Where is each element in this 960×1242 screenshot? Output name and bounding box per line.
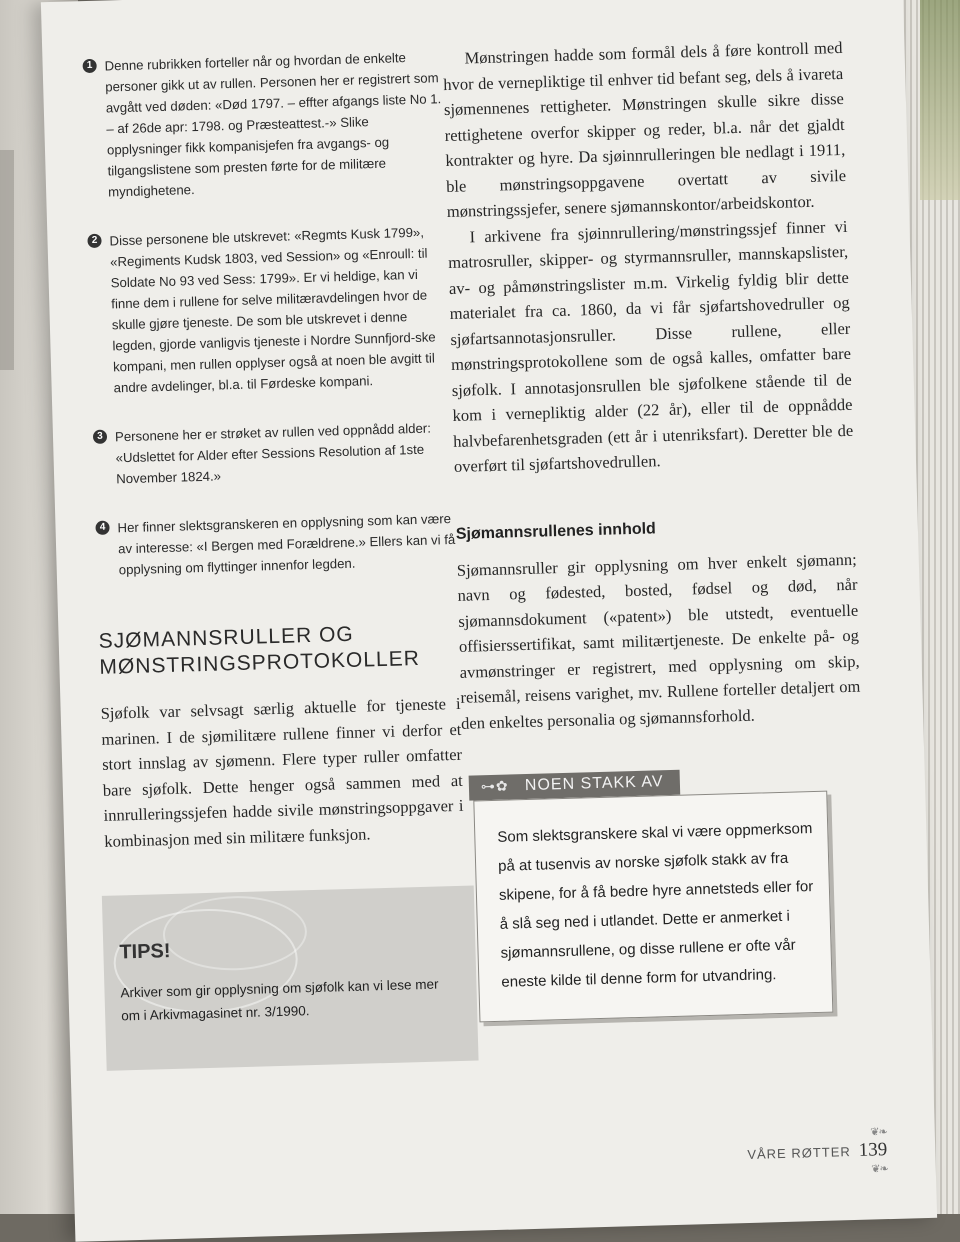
facing-page-print	[0, 150, 14, 370]
section-heading-line2: MØNSTRINGSPROTOKOLLER	[99, 646, 421, 679]
subsection-heading: Sjømannsrullenes innhold	[455, 519, 657, 543]
tips-text: Arkiver som gir opplysning om sjøfolk kan vi lese mer om i Arkivmagasinet nr. 3/1990.	[120, 976, 439, 1024]
section-heading-line1: SJØMANNSRULLER OG	[98, 622, 354, 653]
note-number-3: 3	[93, 430, 107, 444]
note-number-2: 2	[87, 234, 101, 248]
paragraph-innhold: Sjømannsruller gir opplysning om hver enkelt sjømann; navn og fødested, bosted, fødsel og død, når sjømannsdokument («patent») ble utstedt, eventuelle offisierssertifikat, samt militærtjeneste. De enkelte på- og avmønstringer er registrert, med opplysning om skip, reisemål, reisens varighet, mv. Rullene forteller detaljert om den enkeltes personalia og sjømannsforhold.	[456, 549, 861, 733]
sidebar-box	[463, 765, 870, 1023]
right-body	[442, 35, 854, 479]
note-text-2: Disse personene ble utskrevet: «Regmts Kusk 1799», «Regiments Kudsk 1803, ved Session» og «Enroull: til Soldate No 93 ved Sess: 1799». Er vi heldige, kan vi finne dem i rullene for selve militæravdelingen hvor de skulle gjøre tjeneste. De som ble utskrevet i denne legden, gjorde vanligvis tjeneste i Nordre Sunnfjord-ske kompani, men rullen opplyser også at noen ble avgitt til andre avdelinger, bl.a. til Førdeske kompani.	[109, 224, 436, 396]
footnote-3	[93, 417, 455, 490]
note-number-4: 4	[95, 521, 109, 535]
book-page	[41, 0, 937, 1242]
note-text-4: Her finner slektsgranskeren en opplysning som kan være av interesse: «I Bergen med Forældrene.» Ellers kan vi få opplysning om flyttinger innenfor legden.	[117, 511, 456, 578]
left-column	[82, 46, 470, 1071]
note-number-1: 1	[82, 59, 96, 73]
footnote-1	[82, 46, 446, 203]
background-plant	[920, 0, 960, 200]
box-frame	[473, 791, 833, 1023]
section-paragraph: Sjøfolk var selvsagt særlig aktuelle for tjeneste i marinen. I de sjømilitære rullene finner vi derfor et stort innslag av sjømenn. Flere typer ruller omfatter bare sjøfolk. Dette henger også sammen med at innrulleringssjefen hadde sivile mønstringsoppgaver i kombinasjon med sin militære funksjon.	[100, 693, 464, 851]
section-heading	[98, 619, 459, 681]
page-number: 139	[858, 1139, 888, 1161]
ornament-icon: ⊶✿	[480, 777, 509, 795]
page-footer	[747, 1126, 888, 1176]
tips-box	[102, 886, 479, 1071]
footnote-4	[95, 508, 457, 581]
note-text-1: Denne rubrikken forteller når og hvordan de enkelte personer gikk ut av rullen. Personen her er registrert som avgått ved døden: «Død 1797. – effter afgangs liste No 1. – af 26de apr: 1798. og Præsteattest.-» Slike opplysninger fikk kompanisjefen fra avgangs- og tilgangslistene som presten førte for de militære myndighetene.	[104, 50, 442, 200]
box-label-text: NOEN STAKK AV	[524, 773, 664, 795]
box-text: Som slektsgranskere skal vi være oppmerksom på at tusenvis av norske sjøfolk stakk av fra skipene, for å få bedre hyre annetsteds eller for å slå seg ned i utlandet. Dette er anmerket i sjømannsrullene, og disse rullene er ofte vår eneste kilde til denne form for utvandring.	[497, 820, 814, 991]
right-column	[442, 35, 869, 1023]
footer-ornament-top-icon: ❦❧	[870, 1126, 887, 1139]
paragraph-monstring: Mønstringen hadde som formål dels å føre kontroll med hvor de vernepliktige til enhver tid befant seg, dels å ivareta sjømennenes rettigheter. Mønstringen skulle sikre disse rettighetene overfor skipper og reder, bl.a. når det gjaldt kontrakter og hyre. Da sjøinnrulleringen ble nedlagt i 1911, ble mønstringsoppgavene overtatt av sivile mønstringssjefer, senere sjømannskontor/arbeidskontor.	[443, 37, 847, 222]
running-title: VÅRE RØTTER	[747, 1144, 851, 1162]
footnote-2	[87, 221, 452, 399]
footer-ornament-bottom-icon: ❦❧	[871, 1163, 888, 1176]
note-text-3: Personene her er strøket av rullen ved oppnådd alder: «Udslettet for Alder efter Sessions Resolution af 1ste November 1824.»	[114, 420, 432, 487]
tips-title: TIPS!	[119, 940, 171, 964]
section-body	[100, 691, 464, 854]
subsection-body	[457, 546, 862, 736]
paragraph-arkiver: I arkivene fra sjøinnrullering/mønstringssjef finner vi matrosruller, skipper- og styrmannsruller, mannskapslister, av- og påmønstringslister m.m. Virkelig fyldig blir dette materialet fra ca. 1860, da vi får sjøfartshovedruller og sjøfartsannotasjonsruller. Disse rullene, eller mønstringsprotokollene som de også kalles, omfatter bare sjøfolk. I annotasjonsrullen ble sjøfolkene stående til de kom i vernepliktig alder (22 år), eller til de oppnådde halvbefarenhetsgraden (ett år i utenriksfart). Deretter ble de overført til sjøfartshovedrullen.	[448, 216, 854, 476]
